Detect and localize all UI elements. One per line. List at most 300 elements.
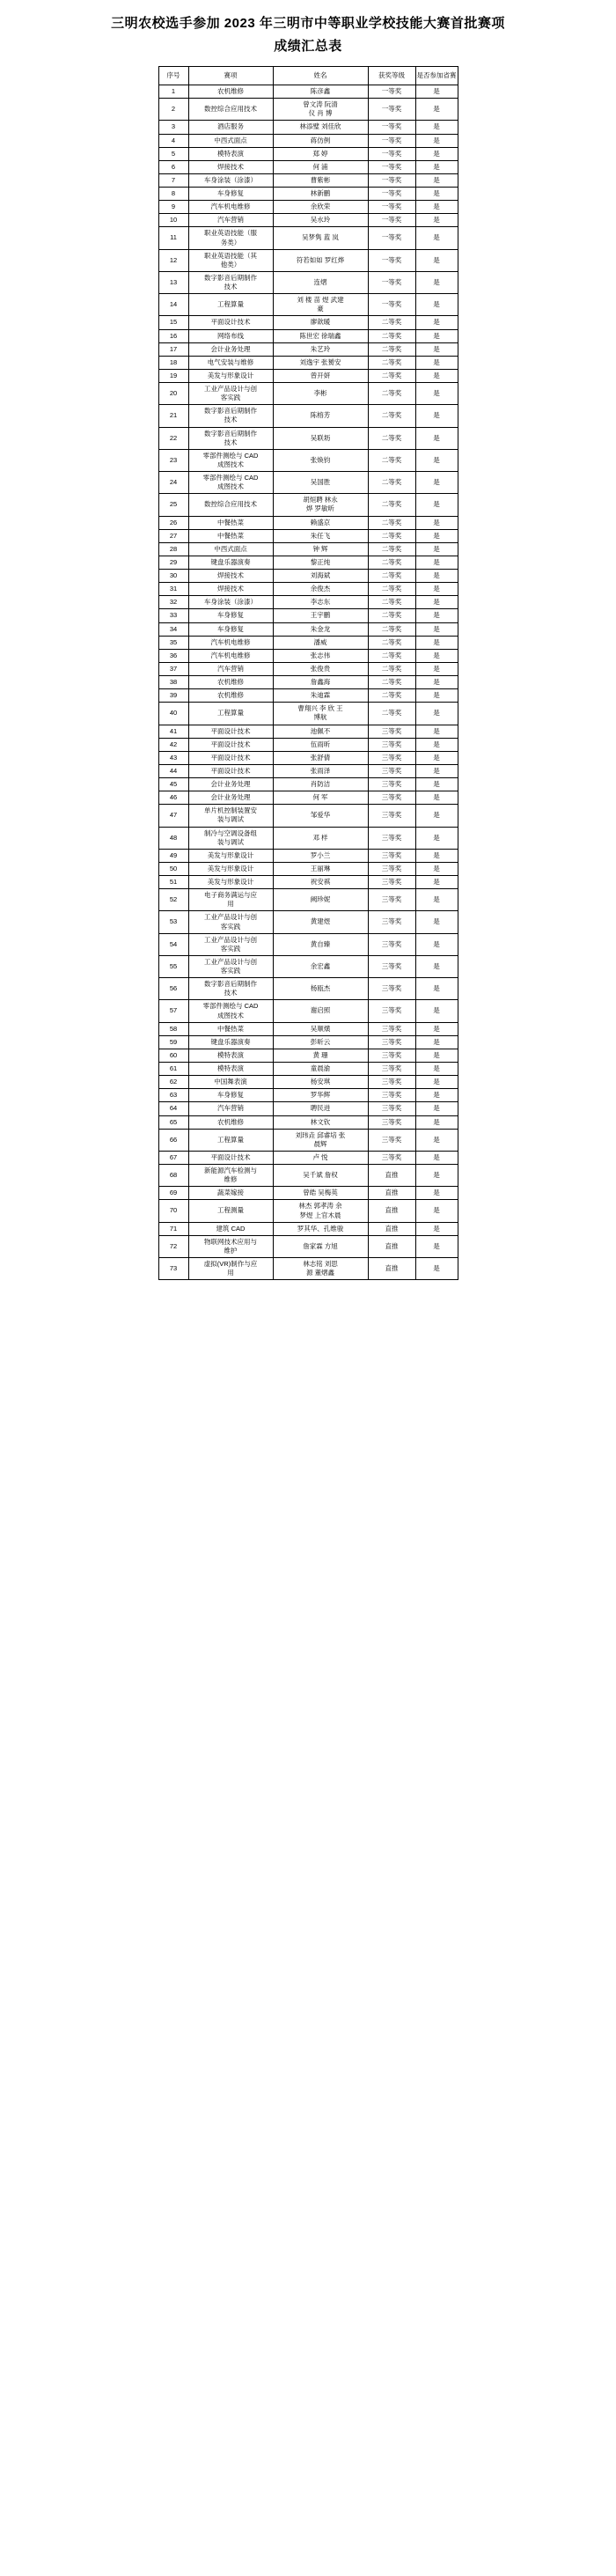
cell-event: 平面设计技术 [188,764,273,777]
cell-province: 是 [415,1165,458,1187]
cell-no: 34 [158,622,188,636]
cell-province: 是 [415,911,458,933]
cell-province: 是 [415,764,458,777]
table-row [158,329,458,342]
cell-name: 杨安琪 [273,1076,368,1089]
cell-event: 会计业务处理 [188,791,273,805]
cell-name: 林杰 郭孝涛 余 梦煜 上官木晨 [273,1200,368,1222]
cell-event: 数字影音后期制作 技术 [188,978,273,1000]
cell-province: 是 [415,622,458,636]
cell-award: 一等奖 [368,294,415,316]
cell-no: 52 [158,889,188,911]
table-row [158,662,458,675]
cell-no: 57 [158,1000,188,1022]
cell-event: 中西式面点 [188,542,273,556]
column-header-award: 获奖等级 [368,67,415,85]
cell-no: 32 [158,596,188,609]
cell-province: 是 [415,529,458,542]
cell-award: 二等奖 [368,529,415,542]
cell-event: 车身涂装（涂漆） [188,596,273,609]
cell-award: 二等奖 [368,356,415,369]
cell-award: 二等奖 [368,596,415,609]
cell-event: 零部件测绘与 CAD 成图技术 [188,472,273,494]
cell-no: 12 [158,249,188,271]
cell-no: 47 [158,805,188,827]
cell-name: 罗其华、孔维骏 [273,1222,368,1235]
table-row [158,369,458,382]
cell-name: 曹翔兴 李 欣 王 博航 [273,703,368,725]
cell-award: 三等奖 [368,827,415,849]
table-row [158,791,458,805]
cell-event: 焊接技术 [188,570,273,583]
cell-award: 三等奖 [368,1063,415,1076]
cell-province: 是 [415,1235,458,1257]
table-row [158,134,458,147]
cell-name: 肖防洁 [273,778,368,791]
table-row [158,1089,458,1102]
cell-event: 农机维修 [188,85,273,99]
cell-event: 美发与形象设计 [188,876,273,889]
cell-award: 二等奖 [368,556,415,569]
table-row [158,978,458,1000]
cell-province: 是 [415,1076,458,1089]
table-row [158,1129,458,1151]
cell-name: 罗华辉 [273,1089,368,1102]
cell-event: 汽车机电维修 [188,649,273,662]
cell-province: 是 [415,805,458,827]
table-row [158,862,458,875]
cell-name: 朱迪霖 [273,689,368,703]
cell-no: 67 [158,1151,188,1164]
table-row [158,342,458,356]
cell-award: 二等奖 [368,383,415,405]
cell-province: 是 [415,1258,458,1280]
cell-award: 一等奖 [368,121,415,134]
cell-event: 数字影音后期制作 技术 [188,405,273,427]
cell-name: 赖盛京 [273,516,368,529]
cell-no: 23 [158,449,188,471]
table-row [158,121,458,134]
table-row [158,596,458,609]
cell-province: 是 [415,778,458,791]
cell-event: 中餐热菜 [188,1022,273,1035]
cell-no: 29 [158,556,188,569]
cell-event: 工业产品设计与创 客实践 [188,955,273,977]
cell-name: 阙珍妮 [273,889,368,911]
cell-event: 平面设计技术 [188,1151,273,1164]
table-header [158,67,458,85]
cell-no: 39 [158,689,188,703]
cell-award: 三等奖 [368,1102,415,1115]
cell-province: 是 [415,369,458,382]
cell-name: 曾文涛 阮清 仪 肖 博 [273,99,368,121]
cell-province: 是 [415,827,458,849]
results-table [158,66,458,1280]
cell-province: 是 [415,933,458,955]
cell-province: 是 [415,649,458,662]
cell-award: 直推 [368,1200,415,1222]
cell-no: 22 [158,427,188,449]
cell-province: 是 [415,99,458,121]
cell-name: 刘 楼 苗 煜 武建 豪 [273,294,368,316]
table-row [158,1000,458,1022]
cell-event: 工程算量 [188,1129,273,1151]
table-row [158,955,458,977]
cell-event: 工程算量 [188,703,273,725]
cell-event: 汽车营销 [188,214,273,227]
cell-event: 美发与形象设计 [188,369,273,382]
cell-no: 59 [158,1035,188,1049]
cell-no: 45 [158,778,188,791]
cell-no: 9 [158,201,188,214]
cell-no: 37 [158,662,188,675]
table-row [158,725,458,738]
cell-no: 16 [158,329,188,342]
cell-event: 汽车营销 [188,1102,273,1115]
cell-award: 一等奖 [368,214,415,227]
cell-event: 平面设计技术 [188,725,273,738]
cell-name: 曹紫彬 [273,173,368,187]
cell-province: 是 [415,676,458,689]
cell-province: 是 [415,725,458,738]
table-row [158,1151,458,1164]
cell-province: 是 [415,316,458,329]
cell-province: 是 [415,516,458,529]
table-row [158,1102,458,1115]
cell-event: 数控综合应用技术 [188,99,273,121]
table-row [158,160,458,173]
table-row [158,271,458,293]
cell-award: 一等奖 [368,271,415,293]
cell-no: 15 [158,316,188,329]
table-row [158,1115,458,1129]
cell-no: 2 [158,99,188,121]
cell-province: 是 [415,1222,458,1235]
cell-province: 是 [415,449,458,471]
cell-no: 69 [158,1187,188,1200]
cell-award: 二等奖 [368,427,415,449]
cell-province: 是 [415,542,458,556]
cell-event: 中餐热菜 [188,529,273,542]
cell-no: 53 [158,911,188,933]
cell-province: 是 [415,427,458,449]
cell-award: 一等奖 [368,227,415,249]
cell-no: 7 [158,173,188,187]
table-row [158,876,458,889]
cell-award: 三等奖 [368,862,415,875]
cell-name: 余宏鑫 [273,955,368,977]
table-row [158,383,458,405]
cell-province: 是 [415,1151,458,1164]
cell-award: 二等奖 [368,662,415,675]
cell-no: 25 [158,494,188,516]
cell-award: 三等奖 [368,1035,415,1049]
cell-no: 3 [158,121,188,134]
cell-award: 三等奖 [368,1115,415,1129]
table-row [158,649,458,662]
cell-name: 吴国胜 [273,472,368,494]
cell-event: 车身修复 [188,609,273,622]
cell-event: 中餐热菜 [188,516,273,529]
cell-no: 63 [158,1089,188,1102]
cell-province: 是 [415,405,458,427]
cell-event: 酒店服务 [188,121,273,134]
cell-name: 张俊贵 [273,662,368,675]
column-header-province: 是否参加省赛 [415,67,458,85]
table-row [158,849,458,862]
cell-name: 余欣荣 [273,201,368,214]
cell-no: 38 [158,676,188,689]
cell-award: 二等奖 [368,570,415,583]
table-row [158,933,458,955]
cell-event: 零部件测绘与 CAD 成图技术 [188,449,273,471]
table-row [158,1258,458,1280]
cell-event: 平面设计技术 [188,316,273,329]
cell-province: 是 [415,955,458,977]
cell-province: 是 [415,689,458,703]
cell-name: 吴联坜 [273,427,368,449]
table-row [158,676,458,689]
cell-name: 林文钦 [273,1115,368,1129]
cell-no: 56 [158,978,188,1000]
cell-no: 72 [158,1235,188,1257]
cell-award: 二等奖 [368,583,415,596]
table-row [158,609,458,622]
table-row [158,1235,458,1257]
cell-event: 汽车营销 [188,662,273,675]
cell-name: 钟 辉 [273,542,368,556]
cell-province: 是 [415,134,458,147]
cell-name: 朱艺玲 [273,342,368,356]
cell-award: 三等奖 [368,1076,415,1089]
table-row [158,173,458,187]
cell-name: 朱金龙 [273,622,368,636]
cell-award: 二等奖 [368,342,415,356]
cell-no: 42 [158,738,188,751]
cell-name: 何 军 [273,791,368,805]
cell-province: 是 [415,249,458,271]
column-header-no: 序号 [158,67,188,85]
cell-name: 张舒倩 [273,751,368,764]
cell-award: 三等奖 [368,1129,415,1151]
cell-no: 43 [158,751,188,764]
cell-name: 吴千斌 詹权 [273,1165,368,1187]
cell-name: 邓 样 [273,827,368,849]
cell-event: 中国舞表演 [188,1076,273,1089]
cell-name: 李志东 [273,596,368,609]
table-row [158,1022,458,1035]
cell-name: 蒋仿例 [273,134,368,147]
table-row [158,1165,458,1187]
cell-event: 平面设计技术 [188,738,273,751]
cell-award: 一等奖 [368,188,415,201]
cell-award: 二等奖 [368,689,415,703]
cell-award: 二等奖 [368,703,415,725]
cell-event: 中西式面点 [188,134,273,147]
cell-no: 68 [158,1165,188,1187]
cell-event: 虚拟(VR)制作与应 用 [188,1258,273,1280]
cell-province: 是 [415,636,458,649]
cell-province: 是 [415,1035,458,1049]
cell-name: 詹家霖 方旭 [273,1235,368,1257]
cell-name: 童晨渝 [273,1063,368,1076]
cell-award: 直推 [368,1222,415,1235]
cell-no: 18 [158,356,188,369]
cell-no: 49 [158,849,188,862]
cell-award: 直推 [368,1235,415,1257]
cell-no: 51 [158,876,188,889]
cell-no: 1 [158,85,188,99]
table-row [158,529,458,542]
table-row [158,472,458,494]
cell-province: 是 [415,356,458,369]
cell-event: 车身修复 [188,622,273,636]
cell-no: 64 [158,1102,188,1115]
cell-no: 60 [158,1049,188,1062]
cell-award: 三等奖 [368,1022,415,1035]
cell-name: 刘玮垚 邱睿培 张 晨辉 [273,1129,368,1151]
cell-no: 50 [158,862,188,875]
cell-event: 数控综合应用技术 [188,494,273,516]
table-row [158,356,458,369]
cell-event: 会计业务处理 [188,342,273,356]
column-header-name: 姓名 [273,67,368,85]
cell-event: 建筑 CAD [188,1222,273,1235]
cell-award: 二等奖 [368,405,415,427]
table-row [158,911,458,933]
cell-award: 三等奖 [368,751,415,764]
table-row [158,1049,458,1062]
cell-award: 直推 [368,1187,415,1200]
cell-no: 65 [158,1115,188,1129]
cell-province: 是 [415,494,458,516]
cell-no: 48 [158,827,188,849]
cell-name: 池佩不 [273,725,368,738]
cell-name: 吴水玲 [273,214,368,227]
cell-no: 66 [158,1129,188,1151]
cell-no: 27 [158,529,188,542]
page-title-line1: 三明农校选手参加 2023 年三明市中等职业学校技能大赛首批赛项 [111,16,505,31]
cell-no: 28 [158,542,188,556]
cell-name: 符若如如 罗红烨 [273,249,368,271]
cell-award: 一等奖 [368,201,415,214]
cell-no: 71 [158,1222,188,1235]
cell-award: 二等奖 [368,369,415,382]
cell-award: 二等奖 [368,542,415,556]
table-row [158,427,458,449]
cell-event: 美发与形象设计 [188,849,273,862]
cell-event: 农机维修 [188,1115,273,1129]
table-row [158,738,458,751]
cell-name: 郑 婷 [273,147,368,160]
table-row [158,1063,458,1076]
cell-award: 三等奖 [368,791,415,805]
cell-province: 是 [415,889,458,911]
cell-province: 是 [415,1129,458,1151]
cell-name: 王丽琳 [273,862,368,875]
table-header-row [158,67,458,85]
cell-event: 车身修复 [188,1089,273,1102]
cell-name: 彭昕云 [273,1035,368,1049]
cell-province: 是 [415,383,458,405]
cell-province: 是 [415,703,458,725]
cell-province: 是 [415,85,458,99]
cell-name: 曾开妍 [273,369,368,382]
cell-province: 是 [415,472,458,494]
cell-name: 连熠 [273,271,368,293]
cell-name: 谢启照 [273,1000,368,1022]
table-row [158,1222,458,1235]
cell-name: 林新鹏 [273,188,368,201]
cell-event: 数字影音后期制作 技术 [188,271,273,293]
table-row [158,1200,458,1222]
cell-event: 模特表演 [188,1063,273,1076]
cell-award: 二等奖 [368,622,415,636]
cell-award: 三等奖 [368,805,415,827]
cell-no: 70 [158,1200,188,1222]
cell-province: 是 [415,1200,458,1222]
cell-province: 是 [415,201,458,214]
cell-name: 张焕钧 [273,449,368,471]
cell-no: 62 [158,1076,188,1089]
cell-province: 是 [415,876,458,889]
cell-award: 二等奖 [368,329,415,342]
cell-event: 单片机控制装置安 装与调试 [188,805,273,827]
cell-province: 是 [415,173,458,187]
cell-name: 黄自臻 [273,933,368,955]
cell-event: 工程算量 [188,294,273,316]
cell-event: 工业产品设计与创 客实践 [188,911,273,933]
table-row [158,764,458,777]
cell-award: 直推 [368,1165,415,1187]
cell-name: 余俊杰 [273,583,368,596]
cell-event: 汽车机电维修 [188,636,273,649]
cell-province: 是 [415,1022,458,1035]
cell-no: 5 [158,147,188,160]
cell-event: 模特表演 [188,1049,273,1062]
cell-no: 73 [158,1258,188,1280]
cell-province: 是 [415,227,458,249]
cell-name: 李彬 [273,383,368,405]
cell-no: 41 [158,725,188,738]
cell-province: 是 [415,1102,458,1115]
cell-award: 一等奖 [368,134,415,147]
cell-province: 是 [415,751,458,764]
table-row [158,778,458,791]
cell-no: 4 [158,134,188,147]
cell-award: 一等奖 [368,160,415,173]
cell-name: 王宇鹏 [273,609,368,622]
cell-event: 焊接技术 [188,583,273,596]
cell-no: 58 [158,1022,188,1035]
table-row [158,201,458,214]
cell-name: 张雨泽 [273,764,368,777]
table-row [158,449,458,471]
page-title [7,9,609,59]
cell-event: 电气安装与维修 [188,356,273,369]
cell-name: 吴梦隽 蓝 岚 [273,227,368,249]
cell-event: 键盘乐器演奏 [188,1035,273,1049]
cell-award: 三等奖 [368,1151,415,1164]
cell-province: 是 [415,1089,458,1102]
cell-no: 44 [158,764,188,777]
cell-award: 三等奖 [368,911,415,933]
cell-name: 陈世宏 徐瑞鑫 [273,329,368,342]
table-row [158,542,458,556]
cell-province: 是 [415,556,458,569]
cell-event: 网络布线 [188,329,273,342]
table-row [158,188,458,201]
